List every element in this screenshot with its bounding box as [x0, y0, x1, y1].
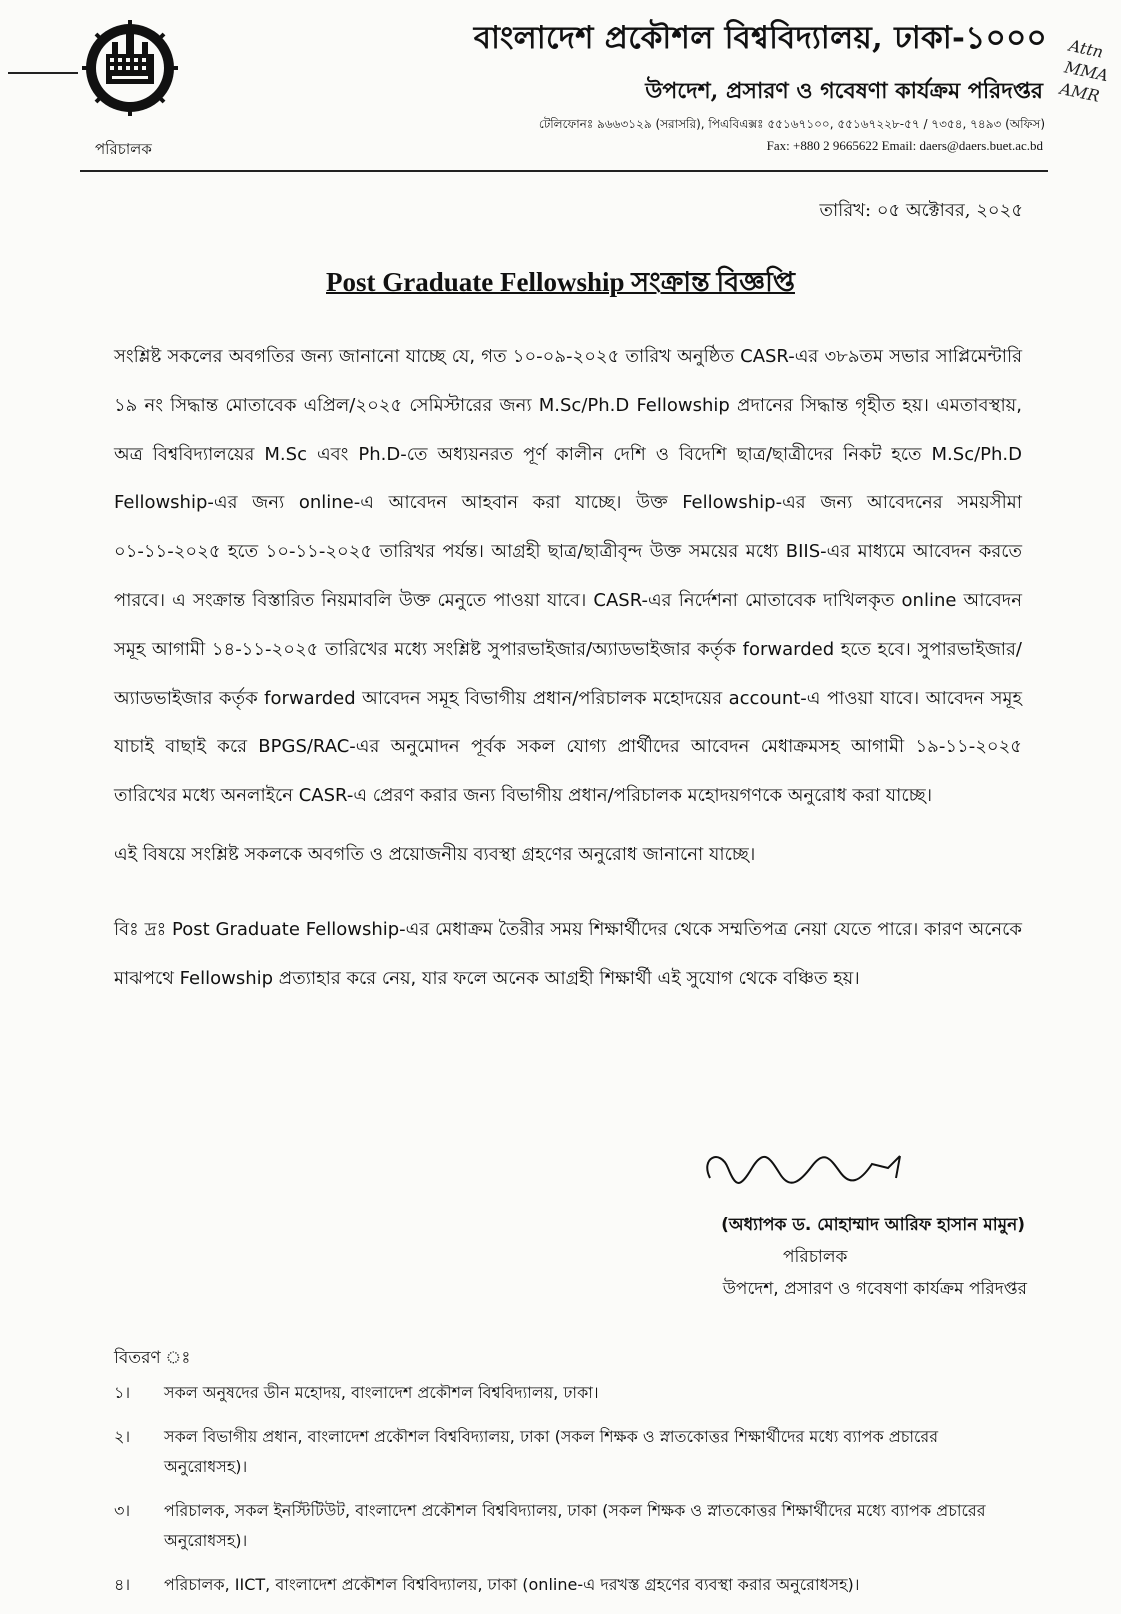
list-item-number: ১। — [114, 1383, 131, 1402]
body-paragraph-note: বিঃ দ্রঃ Post Graduate Fellowship-এর মেধাক্রম তৈরীর সময় শিক্ষার্থীদের থেকে সম্মতিপত্র নেয়া যেতে পারে। কারণ অনেকে মাঝপথে Fellowship প্রত্যাহার করে নেয়, যার ফলে অনেক আগ্রহী শিক্ষার্থী এই সুযোগ থেকে বঞ্চিত হয়। — [114, 918, 1022, 989]
list-item-text: সকল বিভাগীয় প্রধান, বাংলাদেশ প্রকৌশল বিশ্ববিদ্যালয়, ঢাকা (সকল শিক্ষক ও স্নাতকোত্তর শিক্ষার্থীদের মধ্যে ব্যাপক প্রচারের অনুরোধসহ)। — [164, 1427, 938, 1476]
notice-body — [114, 333, 1022, 1003]
department-name: উপদেশ, প্রসারণ ও গবেষণা কার্যক্রম পরিদপ্তর — [645, 78, 1043, 104]
list-item-number: ৩। — [114, 1501, 131, 1520]
signature-image — [700, 1138, 920, 1198]
notice-title — [0, 262, 1121, 307]
list-item-text: সকল অনুষদের ডীন মহোদয়, বাংলাদেশ প্রকৌশল বিশ্ববিদ্যালয়, ঢাকা। — [164, 1383, 599, 1402]
list-item — [114, 1570, 1026, 1600]
distribution-list — [114, 1378, 1026, 1614]
handwritten-note-line: MMA — [1062, 57, 1111, 86]
signatory-title: পরিচালক — [783, 1247, 848, 1267]
notice-title-text: Post Graduate Fellowship সংক্রান্ত বিজ্ঞপ্তি — [326, 267, 795, 297]
university-logo-icon — [82, 20, 178, 116]
body-paragraph: এই বিষয়ে সংশ্লিষ্ট সকলকে অবগতি ও প্রয়োজনীয় ব্যবস্থা গ্রহণের অনুরোধ জানানো যাচ্ছে। — [114, 843, 756, 865]
list-item — [114, 1496, 1026, 1556]
list-item-text: পরিচালক, সকল ইনস্টিটিউট, বাংলাদেশ প্রকৌশল বিশ্ববিদ্যালয়, ঢাকা (সকল শিক্ষক ও স্নাতকোত্তর শিক্ষার্থীদের মধ্যে ব্যাপক প্রচারের অনুরোধসহ)। — [164, 1501, 986, 1550]
list-item-number: ২। — [114, 1427, 131, 1446]
distribution-label: বিতরণ ঃ — [114, 1348, 191, 1368]
signatory-name: (অধ্যাপক ড. মোহাম্মাদ আরিফ হাসান মামুন) — [721, 1215, 1025, 1235]
handwritten-note — [1058, 35, 1121, 111]
list-item — [114, 1422, 1026, 1482]
handwritten-note-line: AMR — [1058, 78, 1102, 106]
signature-text: আরিফ হাসান — [820, 1196, 826, 1197]
list-item — [114, 1378, 1026, 1408]
logo-caption: পরিচালক — [95, 140, 152, 158]
header-divider — [80, 170, 1048, 172]
margin-mark — [8, 72, 78, 74]
university-name: বাংলাদেশ প্রকৌশল বিশ্ববিদ্যালয়, ঢাকা-১০০০ — [473, 20, 1047, 56]
phone-line: টেলিফোনঃ ৯৬৬৩১২৯ (সরাসরি), পিএবিএক্সঃ ৫৫১৬৭১০০, ৫৫১৬৭২২৮-৫৭ / ৭৩৫৪, ৭৪৯৩ (অফিস) — [538, 117, 1045, 131]
list-item-number: ৪। — [114, 1575, 131, 1594]
signatory-office: উপদেশ, প্রসারণ ও গবেষণা কার্যক্রম পরিদপ্তর — [722, 1279, 1027, 1299]
handwritten-note-line: Attn — [1067, 35, 1105, 62]
fax-email-line: Fax: +880 2 9665622 Email: daers@daers.buet.ac.bd — [766, 138, 1043, 153]
list-item-text: পরিচালক, IICT, বাংলাদেশ প্রকৌশল বিশ্ববিদ্যালয়, ঢাকা (online-এ দরখস্ত গ্রহণের ব্যবস্থা করার অনুরোধসহ)। — [164, 1575, 860, 1594]
body-paragraph: সংশ্লিষ্ট সকলের অবগতির জন্য জানানো যাচ্ছে যে, গত ১০-০৯-২০২৫ তারিখ অনুষ্ঠিত CASR-এর ৩৮৯তম সভার সাপ্লিমেন্টারি ১৯ নং সিদ্ধান্ত মোতাবেক এপ্রিল/২০২৫ সেমিস্টারের জন্য M.Sc/Ph.D Fellowship প্রদানের সিদ্ধান্ত গৃহীত হয়। এমতাবস্থায়, অত্র বিশ্ববিদ্যালয়ের M.Sc এবং Ph.D-তে অধ্যয়নরত পূর্ণ কালীন দেশি ও বিদেশি ছাত্র/ছাত্রীদের নিকট হতে M.Sc/Ph.D Fellowship-এর জন্য online-এ আবেদন আহবান করা যাচ্ছে। উক্ত Fellowship-এর জন্য আবেদনের সময়সীমা ০১-১১-২০২৫ হতে ১০-১১-২০২৫ তারিখর পর্যন্ত। আগ্রহী ছাত্র/ছাত্রীবৃন্দ উক্ত সময়ের মধ্যে BIIS-এর মাধ্যমে আবেদন করতে পারবে। এ সংক্রান্ত বিস্তারিত নিয়মাবলি উক্ত মেনুতে পাওয়া যাবে। CASR-এর নির্দেশনা মোতাবেক দাখিলকৃত online আবেদন সমূহ আগামী ১৪-১১-২০২৫ তারিখের মধ্যে সংশ্লিষ্ট সুপারভাইজার/অ্যাডভাইজার কর্তৃক forwarded হতে হবে। সুপারভাইজার/অ্যাডভাইজার কর্তৃক forwarded আবেদন সমূহ বিভাগীয় প্রধান/পরিচালক মহোদয়ের account-এ পাওয়া যাবে। আবেদন সমূহ যাচাই বাছাই করে BPGS/RAC-এর অনুমোদন পূর্বক সকল যোগ্য প্রার্থীদের আবেদন মেধাক্রমসহ আগামী ১৯-১১-২০২৫ তারিখের মধ্যে অনলাইনে CASR-এ প্রেরণ করার জন্য বিভাগীয় প্রধান/পরিচালক মহোদয়গণকে অনুরোধ করা যাচ্ছে। — [114, 346, 1022, 807]
notice-date: তারিখ: ০৫ অক্টোবর, ২০২৫ — [819, 200, 1023, 221]
